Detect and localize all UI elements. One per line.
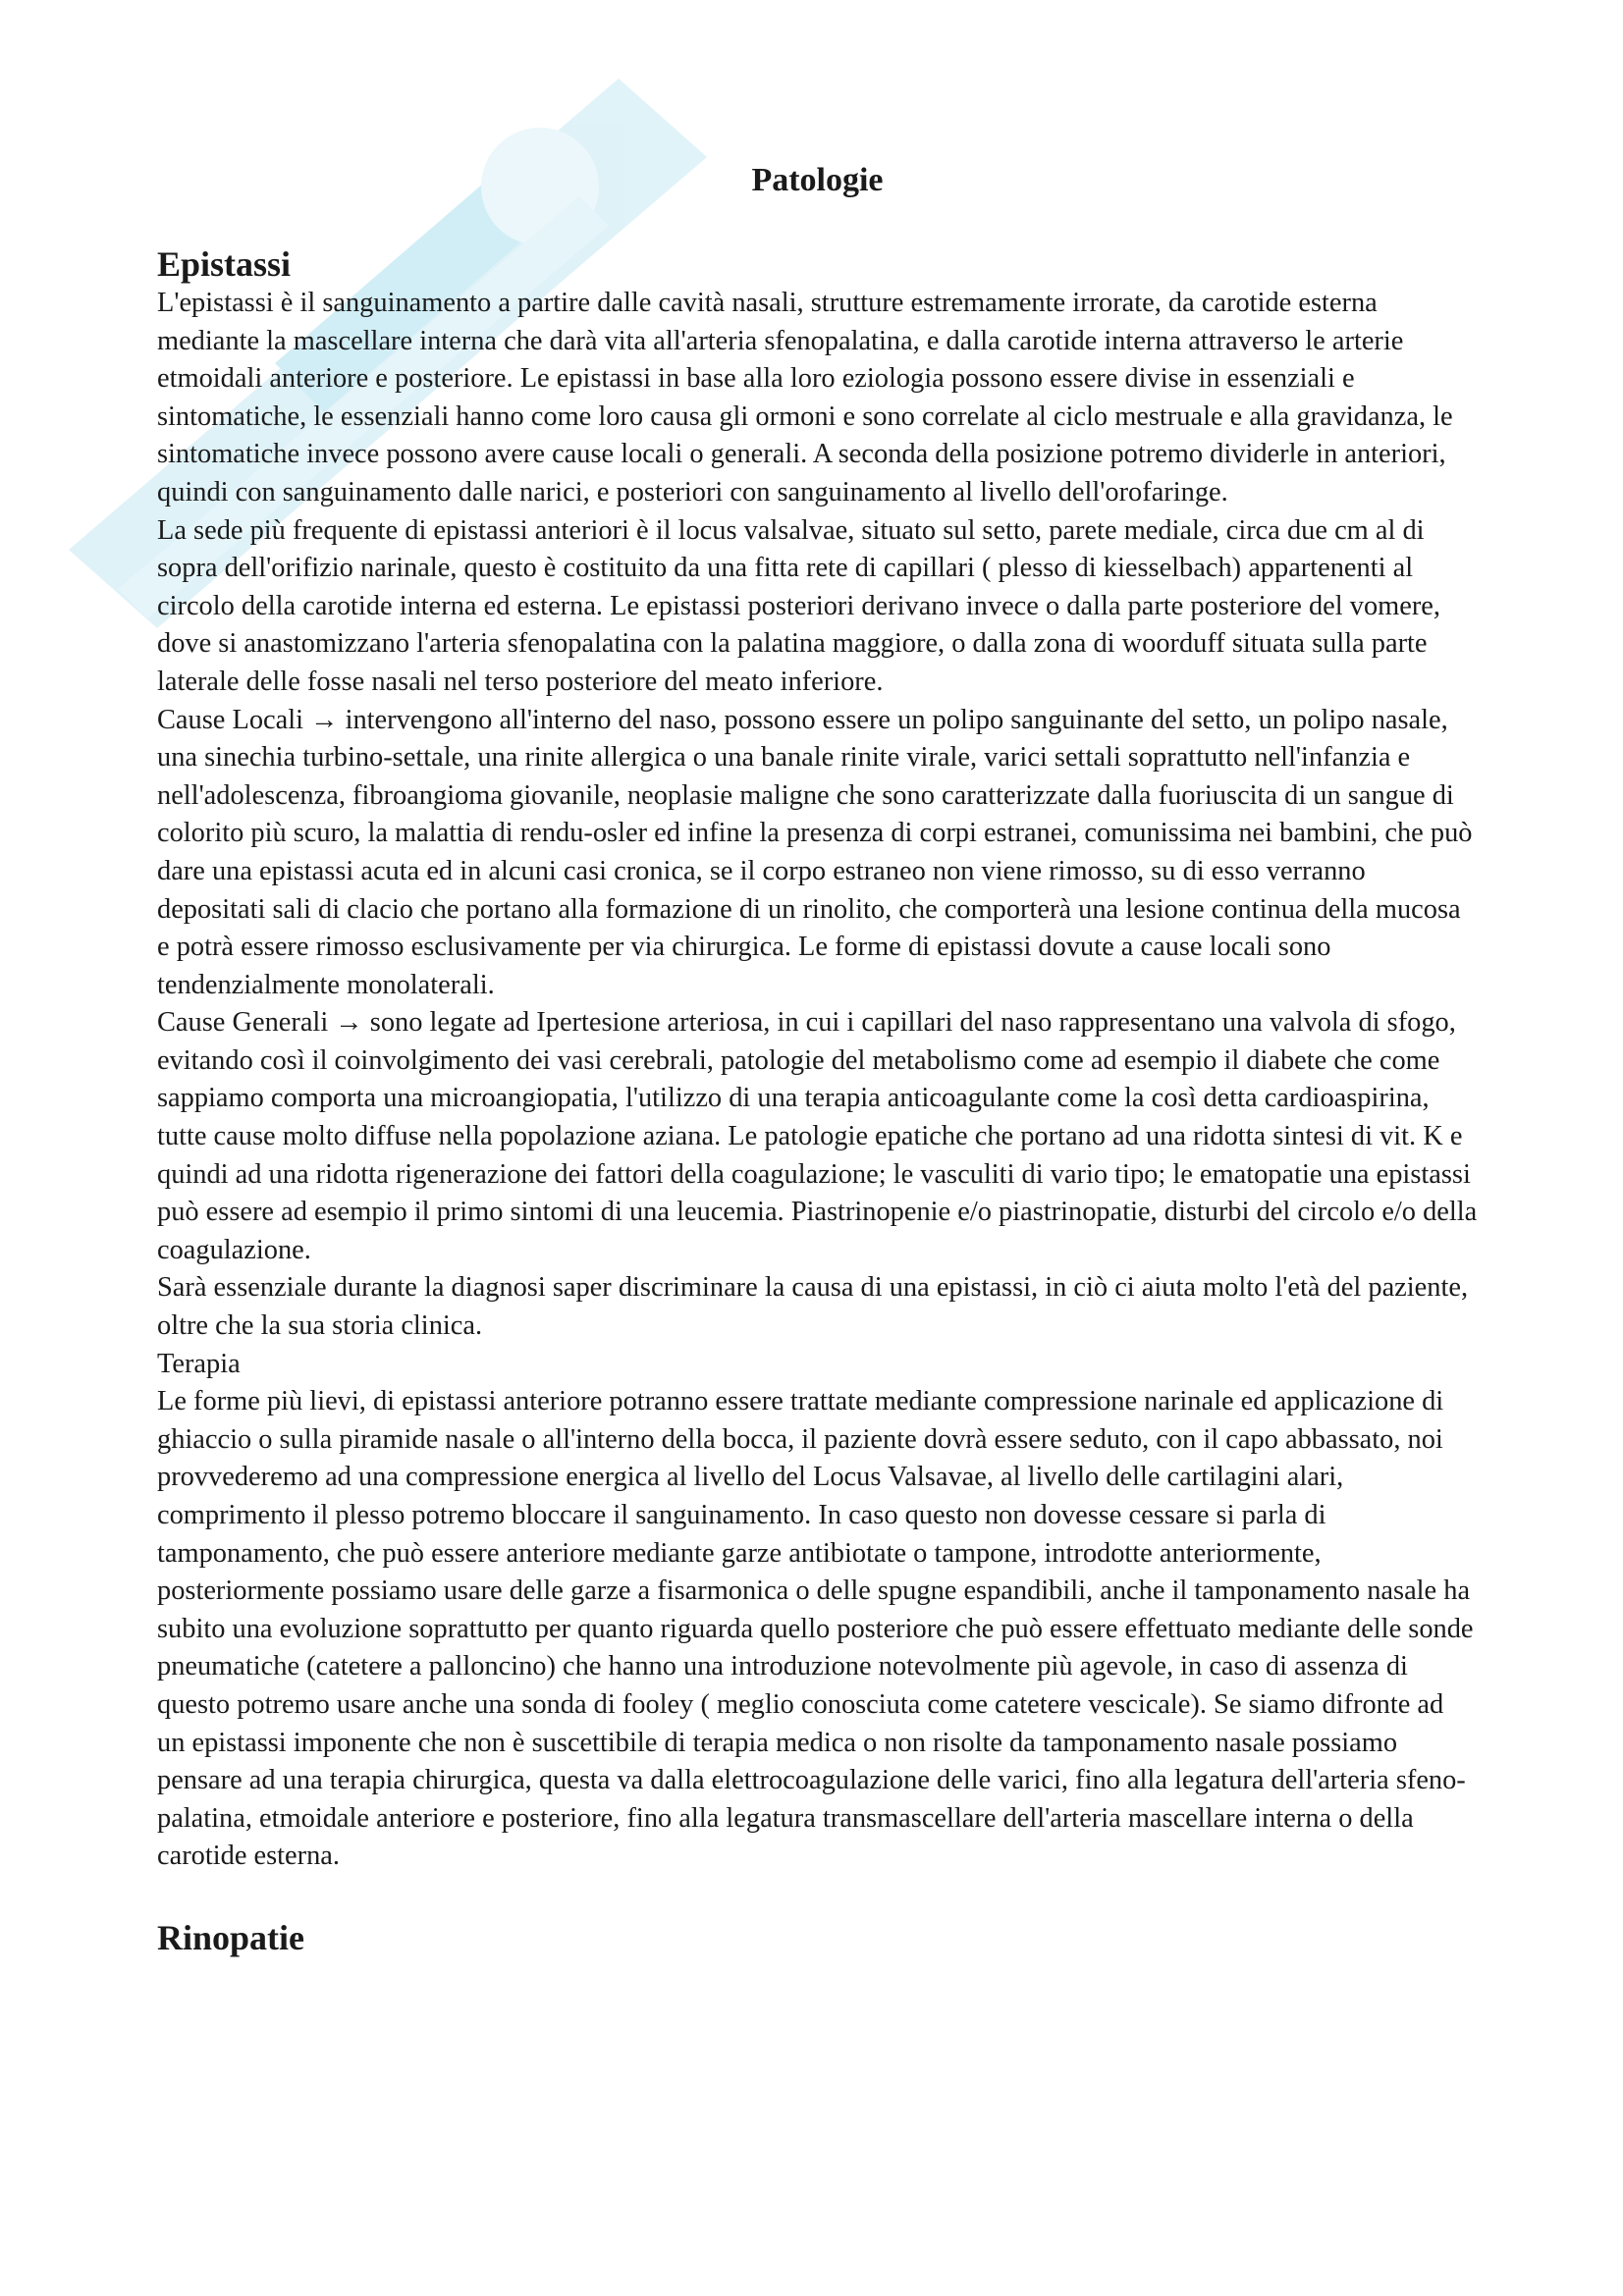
paragraph-terapia: Le forme più lievi, di epistassi anteriore potranno essere trattate mediante compressione narinale ed applicazione di ghiaccio o sulla piramide nasale o all'interno della bocca, il paziente dovrà essere seduto, con il capo abbassato, noi provvederemo ad una compressione energica al livello del Locus Valsavae, al livello delle cartilagini alari, comprimento il plesso potremo bloccare il sanguinamento. In caso questo non dovesse cessare si parla di tamponamento, che può essere anteriore mediante garze antibiotate o tampone, introdotte anteriormente, posteriormente possiamo usare delle garze a fisarmonica o delle spugne espandibili, anche il tamponamento nasale ha subito una evoluzione soprattutto per quanto riguarda quello posteriore che può essere effettuato mediante delle sonde pneumatiche (catetere a palloncino) che hanno una introduzione notevolmente più agevole, in caso di assenza di questo potremo usare anche una sonda di fooley ( meglio conosciuta come catetere vescicale). Se siamo difronte ad un epistassi imponente che non è suscettibile di terapia medica o non risolte da tamponamento nasale possiamo pensare ad una terapia chirurgica, questa va dalla elettrocoagulazione delle varici, fino alla legatura dell'arteria sfeno-palatina, etmoidale anteriore e posteriore, fino alla legatura transmascellare dell'arteria mascellare interna o della carotide esterna. xyxy=(157,1386,1474,1872)
paragraph-epistassi-sede: La sede più frequente di epistassi anteriori è il locus valsalvae, situato sul setto, parete mediale, circa due cm al di sopra dell'orifizio narinale, questo è costituito da una fitta rete di capillari ( plesso di kiesselbach) appartenenti al circolo della carotide interna ed esterna. Le epistassi posteriori derivano invece o dalla parte posteriore del vomere, dove si anastomizzano l'arteria sfenopalatina con la palatina maggiore, o dalla zona di woorduff situata sulla parte laterale delle fosse nasali nel terso posteriore del meato inferiore. xyxy=(157,514,1440,697)
paragraph-terapia-label: Terapia xyxy=(157,1348,241,1379)
paragraph-cause-generali: Cause Generali → sono legate ad Ipertesione arteriosa, in cui i capillari del naso rappresentano una valvola di sfogo, evitando così il coinvolgimento dei vasi cerebrali, patologie del metabolismo come ad esempio il diabete che come sappiamo comporta una microangiopatia, l'utilizzo di una terapia anticoagulante come la così detta cardioaspirina, tutte cause molto diffuse nella popolazione aziana. Le patologie epatiche che portano ad una ridotta sintesi di vit. K e quindi ad una ridotta rigenerazione dei fattori della coagulazione; le vasculiti di vario tipo; le ematopatie una epistassi può essere ad esempio il primo sintomi di una leucemia. Piastrinopenie e/o piastrinopatie, disturbi del circolo e/o della coagulazione. xyxy=(157,1007,1478,1265)
paragraph-epistassi-intro: L'epistassi è il sanguinamento a partire dalle cavità nasali, strutture estremamente irrorate, da carotide esterna mediante la mascellare interna che darà vita all'arteria sfenopalatina, e dalla carotide interna attraverso le arterie etmoidali anteriore e posteriore. Le epistassi in base alla loro eziologia possono essere divise in essenziali e sintomatiche, le essenziali hanno come loro causa gli ormoni e sono correlate al ciclo mestruale e alla gravidanza, le sintomatiche invece possono avere cause locali o generali. A seconda della posizione potremo dividerle in anteriori, quindi con sanguinamento dalle narici, e posteriori con sanguinamento al livello dell'orofaringe. xyxy=(157,288,1453,507)
document-title: Patologie xyxy=(751,162,884,198)
section-heading-rinopatie: Rinopatie xyxy=(157,1917,305,1957)
document-page xyxy=(157,147,1478,1958)
paragraph-cause-locali: Cause Locali → intervengono all'interno del naso, possono essere un polipo sanguinante del setto, un polipo nasale, una sinechia turbino-settale, una rinite allergica o una banale rinite virale, varici settali soprattutto nell'infanzia e nell'adolescenza, fibroangioma giovanile, neoplasie maligne che sono caratterizzate dalla fuoriuscita di un sangue di colorito più scuro, la malattia di rendu-osler ed infine la presenza di corpi estranei, comunissima nei bambini, che può dare una epistassi acuta ed in alcuni casi cronica, se il corpo estraneo non viene rimosso, su di esso verranno depositati sali di clacio che portano alla formazione di un rinolito, che comporterà una lesione continua della mucosa e potrà essere rimosso esclusivamente per via chirurgica. Le forme di epistassi dovute a cause locali sono tendenzialmente monolaterali. xyxy=(157,704,1473,1000)
section-heading-epistassi: Epistassi xyxy=(157,244,292,284)
paragraph-diagnosi: Sarà essenziale durante la diagnosi saper discriminare la causa di una epistassi, in ciò ci aiuta molto l'età del paziente, oltre che la sua storia clinica. xyxy=(157,1272,1469,1342)
